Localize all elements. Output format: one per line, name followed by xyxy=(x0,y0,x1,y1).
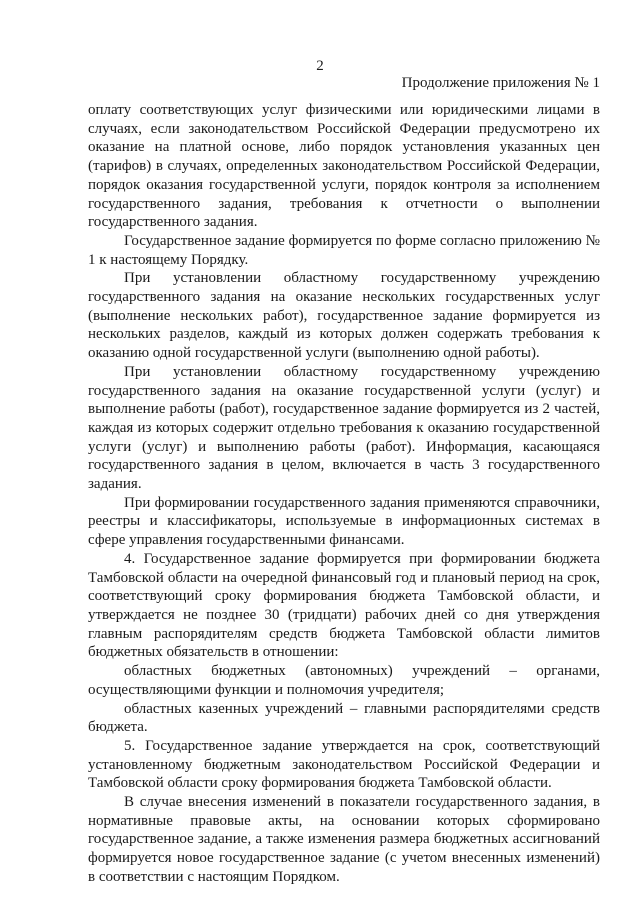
paragraph: При установлении областному государственному учреждению государственного задания на оказание нескольких государственных услуг (выполнение нескольких работ), государственное задание формируется из нескольких разделов, каждый из которых должен содержать требования к оказанию одной государственной услуги (выполнению одной работы). xyxy=(88,270,600,362)
paragraph: В случае внесения изменений в показатели государственного задания, в нормативные правовые акты, на основании которых сформировано государственное задание, а также изменения размера бюджетных ассигнований формируется новое государственное задание (с учетом внесенных изменений) в соответствии с настоящим Порядком. xyxy=(88,794,600,885)
continuation-header: Продолжение приложения № 1 xyxy=(401,75,600,91)
paragraph: оплату соответствующих услуг физическими или юридическими лицами в случаях, если законодательством Российской Федерации предусмотрено их оказание на платной основе, либо порядок установления указанных цен (тарифов) в случаях, определенных законодательством Российской Федерации, порядок оказания государственной услуги, порядок контроля за исполнением государственного задания, требования к отчетности о выполнении государственного задания. xyxy=(88,102,600,231)
paragraph: Государственное задание формируется по форме согласно приложению № 1 к настоящему Порядку. xyxy=(88,232,600,268)
paragraph: 4. Государственное задание формируется при формировании бюджета Тамбовской области на очередной финансовый год и плановый период на срок, соответствующий сроку формирования бюджета Тамбовской области, и утверждается не позднее 30 (тридцати) рабочих дней со дня утверждения главным распорядителям средств бюджета Тамбовской области лимитов бюджетных обязательств в отношении: xyxy=(88,550,600,661)
page-number: 2 xyxy=(316,58,324,74)
paragraph: областных бюджетных (автономных) учреждений – органами, осуществляющими функции и полномочия учредителя; xyxy=(88,663,600,698)
paragraph: 5. Государственное задание утверждается на срок, соответствующий установленному бюджетным законодательством Российской Федерации и Тамбовской области сроку формирования бюджета Тамбовской области. xyxy=(88,737,600,792)
paragraph: При формировании государственного задания применяются справочники, реестры и классификаторы, используемые в информационных системах в сфере управления государственными финансами. xyxy=(88,494,600,549)
paragraph: областных казенных учреждений – главными распорядителями средств бюджета. xyxy=(88,700,600,736)
document-body xyxy=(88,101,600,887)
paragraph: При установлении областному государственному учреждению государственного задания на оказание государственной услуги (услуг) и выполнение работы (работ), государственное задание формируется из 2 частей, каждая из которых содержит отдельно требования к оказанию государственной услуги (услуг) и выполнению работы (работ). Информация, касающаяся государственного задания в целом, включается в часть 3 государственного задания. xyxy=(88,363,600,493)
